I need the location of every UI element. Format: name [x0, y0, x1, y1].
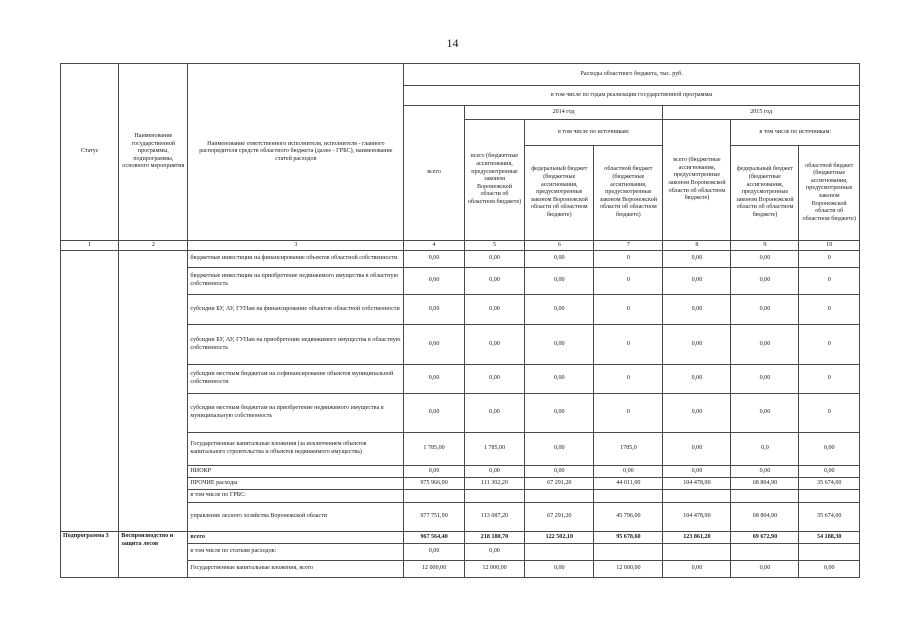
- cell-value: 0,00: [525, 433, 594, 466]
- cell-value: 0,00: [464, 325, 524, 365]
- row-name: всего: [188, 532, 404, 544]
- cell-value: 0,00: [663, 365, 731, 394]
- cell-value: 123 861,20: [663, 532, 731, 544]
- cell-value: 0,00: [525, 365, 594, 394]
- cell-value: 0,00: [663, 433, 731, 466]
- header-year-2014: 2014 год: [464, 106, 663, 120]
- cell-value: 0,00: [731, 295, 799, 325]
- cell-value: 0,00: [594, 466, 663, 478]
- header-by-sources-2014: в том числе по источникам:: [525, 120, 663, 146]
- column-number: 10: [799, 241, 860, 251]
- cell-value: 0: [799, 325, 860, 365]
- column-number: 3: [188, 241, 404, 251]
- cell-value: 0,00: [464, 295, 524, 325]
- table-row: [61, 251, 860, 268]
- cell-value: 45 796,00: [594, 503, 663, 532]
- row-name: субсидии местным бюджетам на софинансирование объектов муниципальной собственности: [188, 365, 404, 394]
- cell-value: 95 678,60: [594, 532, 663, 544]
- cell-value: 0,00: [663, 394, 731, 433]
- cell-value: 0: [799, 394, 860, 433]
- cell-value: 0,0: [731, 433, 799, 466]
- cell-value: [799, 490, 860, 503]
- cell-value: 1 785,00: [404, 433, 464, 466]
- cell-value: 0,00: [525, 394, 594, 433]
- cell-value: 113 087,20: [464, 503, 524, 532]
- row-name: субсидии местным бюджетам на приобретение недвижимого имущества в муниципальную собственность: [188, 394, 404, 433]
- cell-value: 0,00: [663, 466, 731, 478]
- cell-value: 0,00: [799, 433, 860, 466]
- column-number: 7: [594, 241, 663, 251]
- cell-value: 0,00: [464, 268, 524, 295]
- cell-value: 0,00: [464, 365, 524, 394]
- cell-value: [731, 490, 799, 503]
- cell-value: 54 188,30: [799, 532, 860, 544]
- row-name: субсидии БУ, АУ, ГУПам на приобретение недвижимого имущества в областную собственность: [188, 325, 404, 365]
- cell-value: 0,00: [404, 251, 464, 268]
- cell-value: 12 000,00: [404, 561, 464, 578]
- cell-value: [525, 490, 594, 503]
- cell-value: 0: [594, 295, 663, 325]
- cell-value: 0: [799, 251, 860, 268]
- cell-value: 0,00: [525, 251, 594, 268]
- cell-value: 0,00: [663, 251, 731, 268]
- column-number: 1: [61, 241, 119, 251]
- cell-value: 35 674,00: [799, 478, 860, 490]
- budget-table: [60, 63, 860, 578]
- cell-value: [594, 490, 663, 503]
- cell-value: [731, 544, 799, 561]
- cell-value: [663, 544, 731, 561]
- cell-value: [525, 544, 594, 561]
- cell-value: 0,00: [525, 295, 594, 325]
- row-name: ПРОЧИЕ расходы: [188, 478, 404, 490]
- cell-value: 0,00: [663, 268, 731, 295]
- cell-value: 0,00: [464, 394, 524, 433]
- cell-value: 12 000,00: [594, 561, 663, 578]
- cell-value: 0: [594, 394, 663, 433]
- cell-value: 0,00: [404, 325, 464, 365]
- cell-value: 0: [594, 325, 663, 365]
- header-expenses: Расходы областного бюджета, тыс. руб.: [404, 64, 860, 86]
- cell-value: 0,00: [525, 561, 594, 578]
- cell-value: 0: [799, 295, 860, 325]
- column-number-row: [61, 241, 860, 251]
- column-number: 2: [119, 241, 188, 251]
- row-name: управление лесного хозяйства Воронежской области: [188, 503, 404, 532]
- header-federal-2015: федеральный бюджет (бюджетные ассигнования, предусмотренные законом Воронежской области об областном бюджете): [731, 146, 799, 241]
- cell-value: 0: [594, 251, 663, 268]
- header-total-budget-2015: всего (бюджетные ассигнования, предусмотренные законом Воронежской области об областном бюджете): [663, 120, 731, 241]
- cell-value: [663, 490, 731, 503]
- cell-value: 68 804,90: [731, 503, 799, 532]
- cell-value: 104 478,90: [663, 503, 731, 532]
- cell-value: 0,00: [731, 394, 799, 433]
- cell-value: 0: [799, 268, 860, 295]
- header-program-name: Наименование государственной программы, подпрограммы, основного мероприятия: [119, 64, 188, 241]
- cell-value: 0,00: [404, 295, 464, 325]
- header-total-budget-2014: всего (бюджетные ассигнования, предусмотренные законом Воронежской области об областном бюджете): [464, 120, 524, 241]
- cell-value: 44 011,00: [594, 478, 663, 490]
- cell-value: 0,00: [731, 466, 799, 478]
- cell-value: 975 966,90: [404, 478, 464, 490]
- header-year-2015: 2015 год: [663, 106, 860, 120]
- column-number: 9: [731, 241, 799, 251]
- row-name: бюджетные инвестиции на финансирование объектов областной собственности: [188, 251, 404, 268]
- cell-value: 0,00: [404, 544, 464, 561]
- row-name: Государственные капитальные вложения (за исключением объектов капитального строительства и объектов недвижимого имущества): [188, 433, 404, 466]
- cell-value: 0,00: [731, 325, 799, 365]
- column-number: 8: [663, 241, 731, 251]
- cell-value: [799, 544, 860, 561]
- cell-value: 0,00: [464, 544, 524, 561]
- header-total: всего: [404, 106, 464, 241]
- header-regional-2015: областной бюджет (бюджетные ассигнования, предусмотренные законом Воронежской области об областном бюджете): [799, 146, 860, 241]
- row-name: в том числе по статьям расходов:: [188, 544, 404, 561]
- cell-value: 977 751,90: [404, 503, 464, 532]
- cell-value: 0,00: [731, 251, 799, 268]
- cell-value: 0,00: [464, 251, 524, 268]
- cell-value: 0,00: [404, 466, 464, 478]
- cell-value: 0,00: [799, 466, 860, 478]
- subprogram-name: Воспроизводство и защита лесов: [119, 532, 188, 578]
- header-executor: Наименование ответственного исполнителя, исполнителя - главного распорядителя средств областного бюджета (далее - ГРБС), наименование статей расходов: [188, 64, 404, 241]
- cell-value: 67 291,20: [525, 478, 594, 490]
- cell-value: 122 502,10: [525, 532, 594, 544]
- cell-value: 35 674,00: [799, 503, 860, 532]
- cell-value: 0,00: [404, 394, 464, 433]
- cell-value: 104 478,90: [663, 478, 731, 490]
- cell-value: 967 564,40: [404, 532, 464, 544]
- cell-value: 0,00: [731, 561, 799, 578]
- header-federal-2014: федеральный бюджет (бюджетные ассигнования, предусмотренные законом Воронежской области об областном бюджете): [525, 146, 594, 241]
- cell-value: 0: [799, 365, 860, 394]
- header-regional-2014: областной бюджет (бюджетные ассигнования, предусмотренные законом Воронежской области об областном бюджете): [594, 146, 663, 241]
- cell-value: 68 804,90: [731, 478, 799, 490]
- cell-value: 67 291,20: [525, 503, 594, 532]
- row-name: бюджетные инвестиции на приобретение недвижимого имущества в областную собственность: [188, 268, 404, 295]
- cell-value: 0,00: [404, 365, 464, 394]
- cell-value: 0: [594, 365, 663, 394]
- column-number: 5: [464, 241, 524, 251]
- cell-value: 12 000,00: [464, 561, 524, 578]
- cell-value: 0,00: [404, 268, 464, 295]
- header-status: Статус: [61, 64, 119, 241]
- cell-value: 0,00: [525, 268, 594, 295]
- cell-value: 0,00: [663, 561, 731, 578]
- cell-value: 1785,0: [594, 433, 663, 466]
- header-by-years: в том числе по годам реализации государственной программы: [404, 86, 860, 106]
- cell-value: 0,00: [731, 268, 799, 295]
- row-name: Государственные капитальные вложения, всего: [188, 561, 404, 578]
- cell-value: 218 180,70: [464, 532, 524, 544]
- cell-value: 69 672,90: [731, 532, 799, 544]
- column-number: 4: [404, 241, 464, 251]
- cell-value: 0,00: [731, 365, 799, 394]
- subprogram-total-row: [61, 532, 860, 544]
- cell-value: 0,00: [525, 466, 594, 478]
- cell-value: 0,00: [799, 561, 860, 578]
- cell-value: [404, 490, 464, 503]
- cell-value: 0,00: [525, 325, 594, 365]
- row-name: НИОКР: [188, 466, 404, 478]
- cell-value: [594, 544, 663, 561]
- cell-value: 1 785,00: [464, 433, 524, 466]
- cell-value: 0,00: [663, 325, 731, 365]
- cell-value: [464, 490, 524, 503]
- row-name: субсидии БУ, АУ, ГУПам на финансирование объектов областной собственности: [188, 295, 404, 325]
- cell-value: 111 302,20: [464, 478, 524, 490]
- header-by-sources-2015: в том числе по источникам:: [731, 120, 860, 146]
- cell-value: 0: [594, 268, 663, 295]
- cell-value: 0,00: [663, 295, 731, 325]
- cell-value: 0,00: [464, 466, 524, 478]
- row-name: в том числе по ГРБС:: [188, 490, 404, 503]
- column-number: 6: [525, 241, 594, 251]
- status-cell-empty: [61, 251, 119, 532]
- page-number: 14: [446, 36, 459, 50]
- subprogram-status: Подпрограмма 3: [61, 532, 119, 578]
- program-cell-empty: [119, 251, 188, 532]
